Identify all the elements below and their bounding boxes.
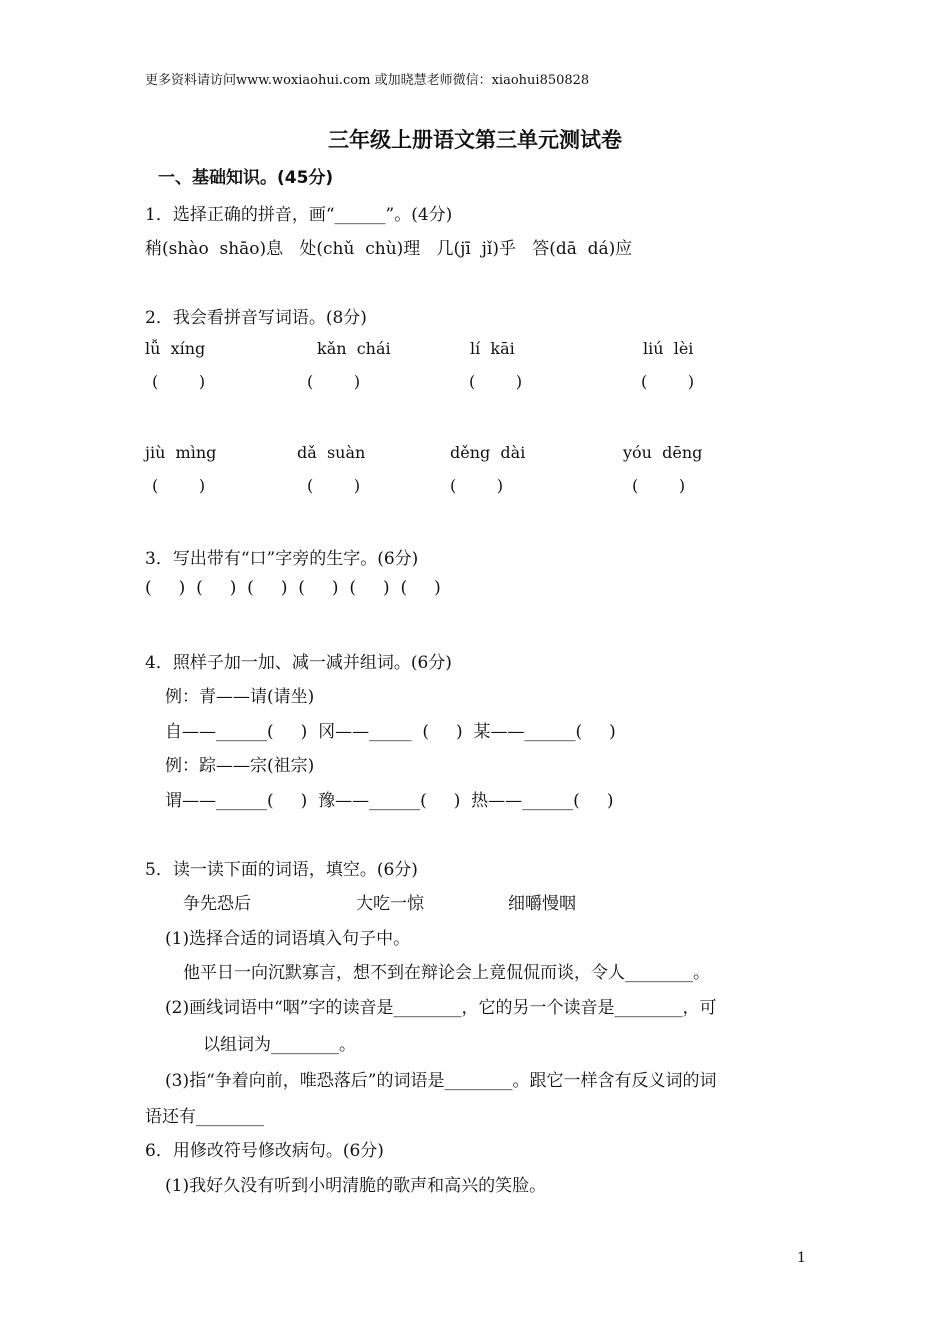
q2-pinyin: lí kāi	[470, 339, 515, 358]
q2-answer-blank[interactable]: ( )	[307, 372, 361, 391]
q2-answer-blank[interactable]: ( )	[632, 476, 686, 495]
page-title: 三年级上册语文第三单元测试卷	[328, 128, 622, 152]
q2-answer-blank[interactable]: ( )	[450, 476, 504, 495]
q2-pinyin: děng dài	[450, 443, 526, 462]
q6-sub1: (1)我好久没有听到小明清脆的歌声和高兴的笑脸。	[165, 1176, 547, 1196]
q2-pinyin: kǎn chái	[317, 339, 391, 358]
q5-sub2[interactable]: (2)画线词语中“咽”字的读音是________，它的另一个读音是________，可	[165, 998, 717, 1018]
q2-pinyin: yóu dēng	[623, 443, 703, 462]
q3-prompt: 3．写出带有“口”字旁的生字。(6分)	[145, 549, 419, 569]
q2-prompt: 2．我会看拼音写词语。(8分)	[145, 308, 367, 328]
q4-row[interactable]: 谓——______( ) 豫——______( ) 热——______( )	[165, 791, 614, 811]
q2-pinyin: dǎ suàn	[297, 443, 366, 462]
q2-answer-blank[interactable]: ( )	[152, 372, 206, 391]
q5-sub2-cont[interactable]: 以组词为________。	[203, 1035, 356, 1055]
q4-row[interactable]: 自——______( ) 冈——_____ ( ) 某——______( )	[165, 722, 616, 742]
q5-word: 细嚼慢咽	[508, 894, 576, 914]
q5-sub3[interactable]: (3)指“争着向前，唯恐落后”的词语是________。跟它一样含有反义词的词	[165, 1071, 717, 1091]
header-note: 更多资料请访问www.woxiaohui.com 或加晓慧老师微信：xiaohui850828	[145, 73, 590, 88]
section-heading: 一、基础知识。(45分)	[158, 168, 334, 188]
q2-answer-blank[interactable]: ( )	[469, 372, 523, 391]
q5-sub1: (1)选择合适的词语填入句子中。	[165, 929, 411, 949]
q5-sub3-cont[interactable]: 语还有________	[145, 1107, 264, 1127]
q2-answer-blank[interactable]: ( )	[641, 372, 695, 391]
q2-pinyin: jiù mìng	[145, 443, 217, 462]
q5-sub1-sentence[interactable]: 他平日一向沉默寡言，想不到在辩论会上竟侃侃而谈，令人________。	[183, 963, 710, 983]
q3-blanks[interactable]: ( ) ( ) ( ) ( ) ( ) ( )	[145, 578, 441, 598]
q2-answer-blank[interactable]: ( )	[307, 476, 361, 495]
q1-options: 稍(shào shāo)息 处(chǔ chù)理 几(jī jǐ)乎 答(dā dá)应	[145, 239, 633, 259]
q6-prompt: 6．用修改符号修改病句。(6分)	[145, 1141, 384, 1161]
q4-example: 例：青——请(请坐)	[165, 687, 315, 707]
q2-pinyin: liú lèi	[643, 339, 694, 358]
q1-prompt: 1．选择正确的拼音，画“______”。(4分)	[145, 205, 453, 225]
q5-word: 大吃一惊	[356, 894, 424, 914]
q2-pinyin: lǚ xíng	[145, 339, 206, 358]
q5-word: 争先恐后	[183, 894, 251, 914]
q4-prompt: 4．照样子加一加、减一减并组词。(6分)	[145, 653, 452, 673]
q2-answer-blank[interactable]: ( )	[152, 476, 206, 495]
page-number: 1	[797, 1250, 806, 1266]
q4-example: 例：踪——宗(祖宗)	[165, 756, 315, 776]
q5-prompt: 5．读一读下面的词语，填空。(6分)	[145, 860, 418, 880]
